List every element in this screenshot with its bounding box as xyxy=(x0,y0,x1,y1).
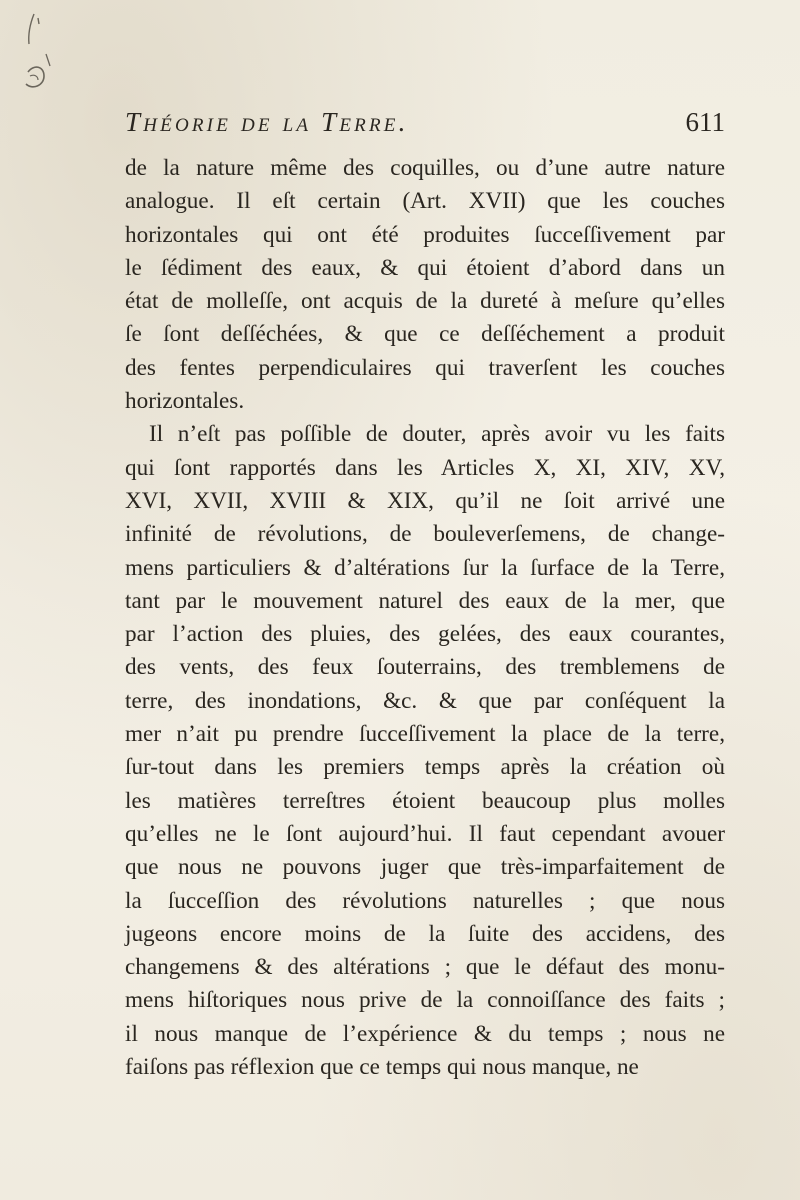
text-line: changemens & des altérations ; que le défaut des monu- xyxy=(125,954,725,981)
body-text xyxy=(125,152,725,1084)
text-line: mens hiſtoriques nous prive de la connoiſſance des faits ; xyxy=(125,987,725,1014)
running-head xyxy=(125,107,725,147)
text-line: que nous ne pouvons juger que très-imparfaitement de xyxy=(125,854,725,881)
text-line: les matières terreſtres étoient beaucoup plus molles xyxy=(125,787,725,814)
text-line: des fentes perpendiculaires qui traverſent les couches xyxy=(125,354,725,381)
text-line: ſe ſont deſſéchées, & que ce deſſéchement a produit xyxy=(125,321,725,348)
text-line: horizontales. xyxy=(125,388,245,415)
text-line: infinité de révolutions, de bouleverſemens, de change- xyxy=(125,521,725,548)
text-line: horizontales qui ont été produites ſucceſſivement par xyxy=(125,221,725,248)
text-line: XVI, XVII, XVIII & XIX, qu’il ne ſoit arrivé une xyxy=(125,487,725,514)
running-title: Théorie de la Terre. xyxy=(125,107,409,137)
text-line: mer n’ait pu prendre ſucceſſivement la place de la terre, xyxy=(125,721,725,748)
text-line: faiſons pas réflexion que ce temps qui nous manque, ne xyxy=(125,1054,639,1081)
text-line: jugeons encore moins de la ſuite des accidens, des xyxy=(125,920,725,947)
page-number: 611 xyxy=(685,107,725,137)
text-line: terre, des inondations, &c. & que par conſéquent la xyxy=(125,687,725,714)
text-line: par l’action des pluies, des gelées, des eaux courantes, xyxy=(125,621,725,648)
text-line: il nous manque de l’expérience & du temps ; nous ne xyxy=(125,1020,725,1047)
text-line: de la nature même des coquilles, ou d’une autre nature xyxy=(125,155,725,181)
text-line: des vents, des feux ſouterrains, des tremblemens de xyxy=(125,654,725,681)
text-line: ſur-tout dans les premiers temps après la création où xyxy=(125,754,725,781)
text-line: analogue. Il eſt certain (Art. XVII) que les couches xyxy=(125,188,725,215)
text-line: tant par le mouvement naturel des eaux de la mer, que xyxy=(125,587,725,614)
text-line: état de molleſſe, ont acquis de la dureté à meſure qu’elles xyxy=(125,288,725,315)
text-line: qui ſont rapportés dans les Articles X, XI, XIV, XV, xyxy=(125,454,725,481)
text-line: mens particuliers & d’altérations ſur la ſurface de la Terre, xyxy=(125,554,725,581)
text-line: la ſucceſſion des révolutions naturelles ; que nous xyxy=(125,887,725,914)
text-line: le ſédiment des eaux, & qui étoient d’abord dans un xyxy=(125,254,725,281)
text-line: Il n’eſt pas poſſible de douter, après avoir vu les faits xyxy=(149,421,725,448)
text-line: qu’elles ne le ſont aujourd’hui. Il faut cependant avouer xyxy=(125,820,725,847)
pencil-mark-icon xyxy=(20,10,60,95)
